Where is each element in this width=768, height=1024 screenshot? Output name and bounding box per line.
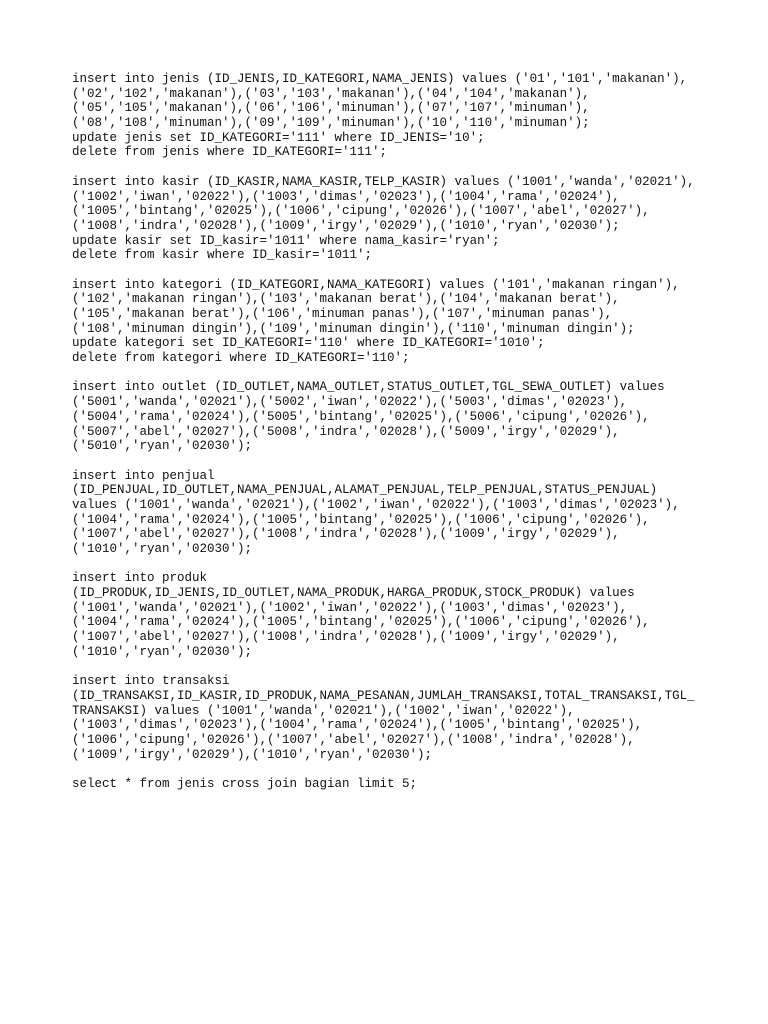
code-line: update jenis set ID_KATEGORI='111' where ID_JENIS='10'; (72, 130, 485, 145)
code-line: delete from kategori where ID_KATEGORI='110'; (72, 351, 410, 366)
code-line: ('1007','abel','02027'),('1008','indra','02028'),('1009','irgy','02029'), (72, 630, 620, 645)
code-line: insert into penjual (72, 468, 215, 483)
code-line: (ID_PRODUK,ID_JENIS,ID_OUTLET,NAMA_PRODUK,HARGA_PRODUK,STOCK_PRODUK) values (72, 586, 635, 601)
code-line: insert into kasir (ID_KASIR,NAMA_KASIR,TELP_KASIR) values ('1001','wanda','02021'), (72, 174, 695, 189)
transaksi-insert (72, 674, 768, 762)
code-line: ('1003','dimas','02023'),('1004','rama','02024'),('1005','bintang','02025'), (72, 718, 643, 733)
code-line: ('1002','iwan','02022'),('1003','dimas','02023'),('1004','rama','02024'), (72, 189, 620, 204)
code-line: ('5010','ryan','02030'); (72, 439, 253, 454)
code-line: ('1005','bintang','02025'),('1006','cipung','02026'),('1007','abel','02027'), (72, 204, 650, 219)
code-line: ('105','makanan berat'),('106','minuman panas'),('107','minuman panas'), (72, 307, 613, 321)
kategori-statements (72, 278, 768, 366)
code-line: ('1010','ryan','02030'); (72, 644, 253, 659)
code-line: update kategori set ID_KATEGORI='110' where ID_KATEGORI='1010'; (72, 336, 545, 351)
code-line: insert into jenis (ID_JENIS,ID_KATEGORI,NAMA_JENIS) values ('01','101','makanan'), (72, 72, 688, 86)
code-line: (ID_TRANSAKSI,ID_KASIR,ID_PRODUK,NAMA_PESANAN,JUMLAH_TRANSAKSI,TOTAL_TRANSAKSI,TGL_ (72, 688, 695, 703)
code-line: insert into transaksi (72, 674, 230, 689)
code-line: insert into produk (72, 571, 208, 586)
code-line: ('1004','rama','02024'),('1005','bintang','02025'),('1006','cipung','02026'), (72, 615, 650, 630)
code-line: ('102','makanan ringan'),('103','makanan berat'),('104','makanan berat'), (72, 292, 620, 307)
code-line: ('1009','irgy','02029'),('1010','ryan','02030'); (72, 747, 433, 762)
code-line: insert into outlet (ID_OUTLET,NAMA_OUTLET,STATUS_OUTLET,TGL_SEWA_OUTLET) values (72, 380, 665, 395)
code-line: ('5001','wanda','02021'),('5002','iwan','02022'),('5003','dimas','02023'), (72, 395, 628, 410)
code-line: ('1007','abel','02027'),('1008','indra','02028'),('1009','irgy','02029'), (72, 527, 620, 542)
code-line: select * from jenis cross join bagian limit 5; (72, 777, 418, 791)
code-line: (ID_PENJUAL,ID_OUTLET,NAMA_PENJUAL,ALAMAT_PENJUAL,TELP_PENJUAL,STATUS_PENJUAL) (72, 483, 658, 498)
code-line: values ('1001','wanda','02021'),('1002','iwan','02022'),('1003','dimas','02023'), (72, 497, 680, 512)
code-line: ('108','minuman dingin'),('109','minuman dingin'),('110','minuman dingin'); (72, 321, 635, 336)
code-line: insert into kategori (ID_KATEGORI,NAMA_KATEGORI) values ('101','makanan ringan'), (72, 277, 680, 292)
code-line: ('05','105','makanan'),('06','106','minuman'),('07','107','minuman'), (72, 101, 590, 116)
code-line: ('1010','ryan','02030'); (72, 542, 253, 556)
code-line: ('1006','cipung','02026'),('1007','abel','02027'),('1008','indra','02028'), (72, 732, 635, 747)
code-line: update kasir set ID_kasir='1011' where nama_kasir='ryan'; (72, 233, 500, 248)
code-line: ('08','108','minuman'),('09','109','minuman'),('10','110','minuman'); (72, 116, 590, 131)
produk-insert (72, 571, 768, 659)
code-line: ('5007','abel','02027'),('5008','indra','02028'),('5009','irgy','02029'), (72, 424, 620, 439)
code-line: ('1004','rama','02024'),('1005','bintang','02025'),('1006','cipung','02026'), (72, 512, 650, 527)
outlet-insert (72, 380, 768, 453)
code-line: ('5004','rama','02024'),('5005','bintang','02025'),('5006','cipung','02026'), (72, 409, 650, 424)
code-line: ('1001','wanda','02021'),('1002','iwan','02022'),('1003','dimas','02023'), (72, 600, 628, 615)
code-line: ('02','102','makanan'),('03','103','makanan'),('04','104','makanan'), (72, 86, 590, 101)
code-line: TRANSAKSI) values ('1001','wanda','02021'),('1002','iwan','02022'), (72, 703, 575, 718)
jenis-statements (72, 72, 768, 160)
penjual-insert (72, 469, 768, 557)
code-line: delete from jenis where ID_KATEGORI='111'; (72, 145, 388, 160)
code-line: ('1008','indra','02028'),('1009','irgy','02029'),('1010','ryan','02030'); (72, 218, 620, 233)
code-line: delete from kasir where ID_kasir='1011'; (72, 248, 373, 263)
select-query (72, 777, 768, 792)
kasir-statements (72, 175, 768, 263)
